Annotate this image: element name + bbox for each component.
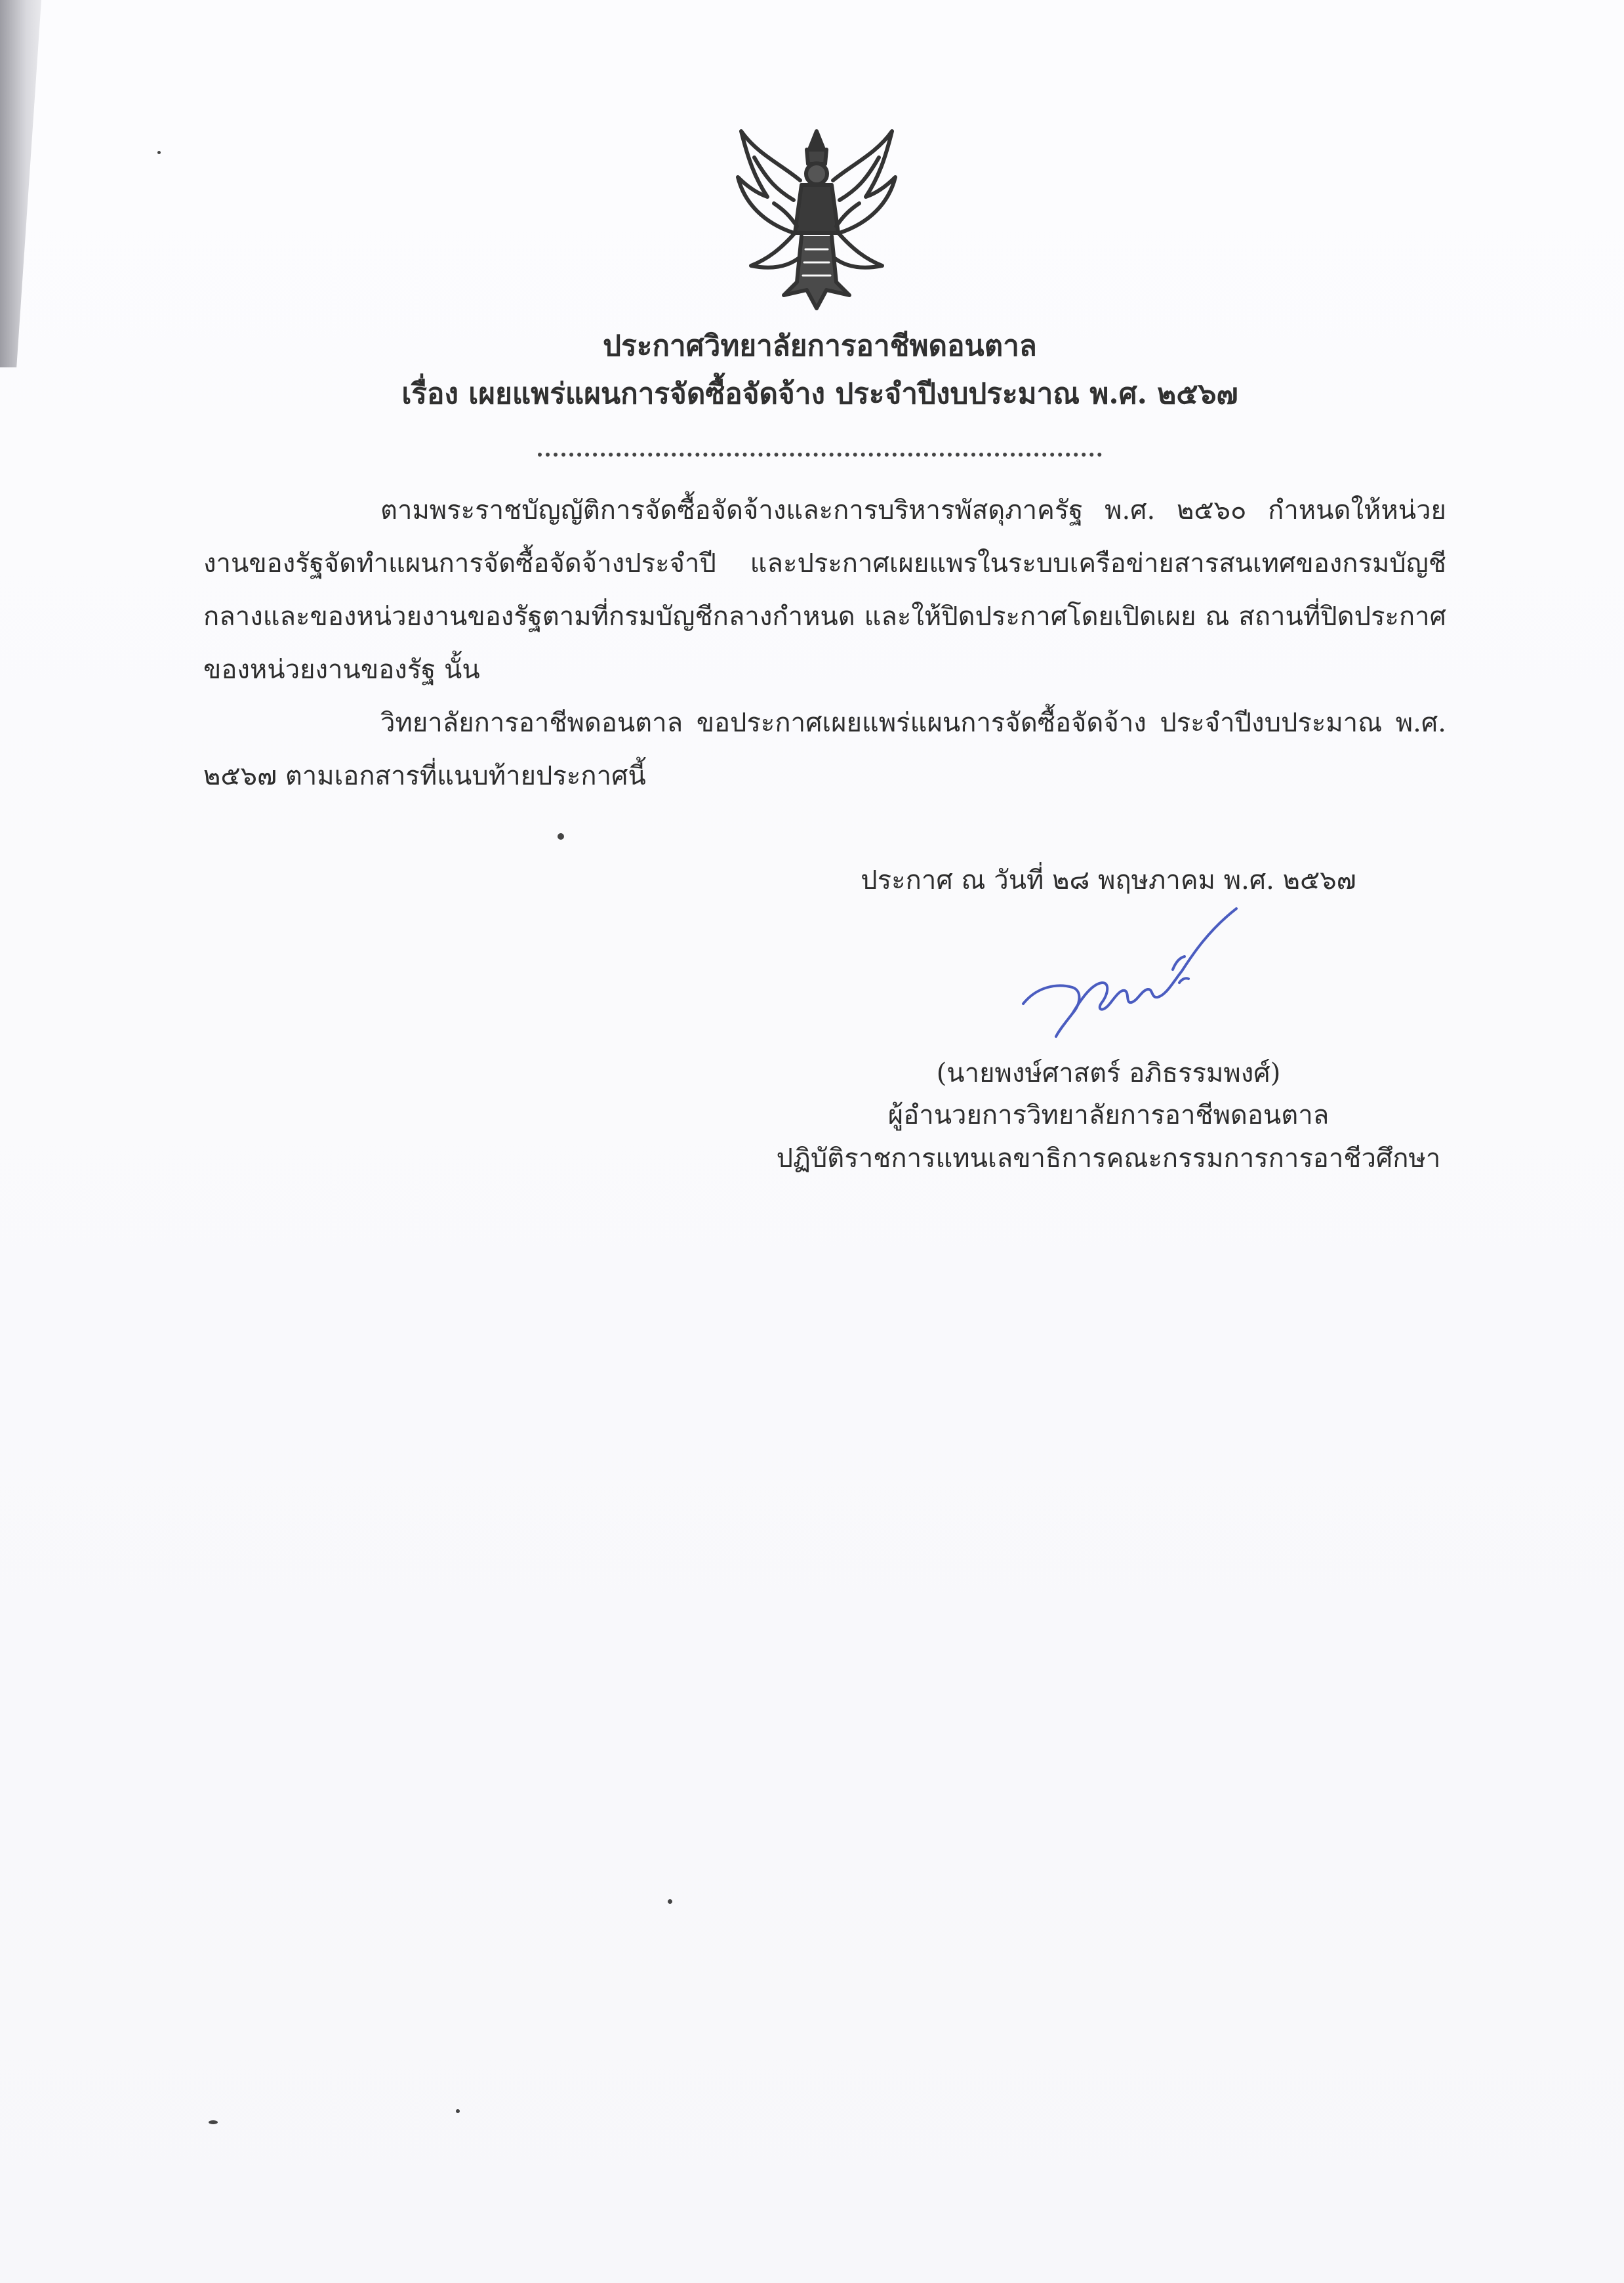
signatory-position-director: ผู้อำนวยการวิทยาลัยการอาชีพดอนตาล (887, 1100, 1330, 1130)
body-paragraph-1 (203, 484, 1446, 697)
scan-shadow-edge (0, 0, 59, 367)
scan-speck (209, 2120, 218, 2124)
scan-speck (668, 1899, 672, 1904)
body-paragraph-2 (203, 697, 1446, 803)
body-paragraph-2-text: วิทยาลัยการอาชีพดอนตาล ขอประกาศเผยแพร่แผนการจัดซื้อจัดจ้าง ประจำปีงบประมาณ พ.ศ. ๒๕๖๗ ตามเอกสารที่แนบท้ายประกาศนี้ (203, 708, 1446, 791)
scan-speck (157, 151, 161, 154)
garuda-emblem-icon (728, 118, 905, 315)
signatory-name: (นายพงษ์ศาสตร์ อภิธรรมพงศ์) (936, 1058, 1281, 1088)
announcement-subject: เรื่อง เผยแพร่แผนการจัดซื้อจัดจ้าง ประจำปีงบประมาณ พ.ศ. ๒๕๖๗ (401, 377, 1238, 411)
announcement-date: ประกาศ ณ วันที่ ๒๘ พฤษภาคม พ.ศ. ๒๕๖๗ (861, 865, 1356, 895)
scan-speck (558, 833, 564, 840)
body-paragraph-1-text: ตามพระราชบัญญัติการจัดซื้อจัดจ้างและการบริหารพัสดุภาครัฐ พ.ศ. ๒๕๖๐ กำหนดให้หน่วยงานของรัฐจัดทำแผนการจัดซื้อจัดจ้างประจำปี และประกาศเผยแพรในระบบเครือข่ายสารสนเทศของกรมบัญชีกลางและของหน่วยงานของรัฐตามที่กรมบัญชีกลางกำหนด และให้ปิดประกาศโดยเปิดเผย ณ สถานที่ปิดประกาศของหน่วยงานของรัฐ นั้น (203, 495, 1446, 685)
scan-speck (456, 2109, 460, 2113)
announcement-title: ประกาศวิทยาลัยการอาชีพดอนตาล (603, 329, 1037, 363)
dotted-divider (538, 453, 1102, 461)
signature-icon (1010, 905, 1286, 1043)
signatory-position-acting: ปฏิบัติราชการแทนเลขาธิการคณะกรรมการการอาชีวศึกษา (776, 1143, 1441, 1174)
